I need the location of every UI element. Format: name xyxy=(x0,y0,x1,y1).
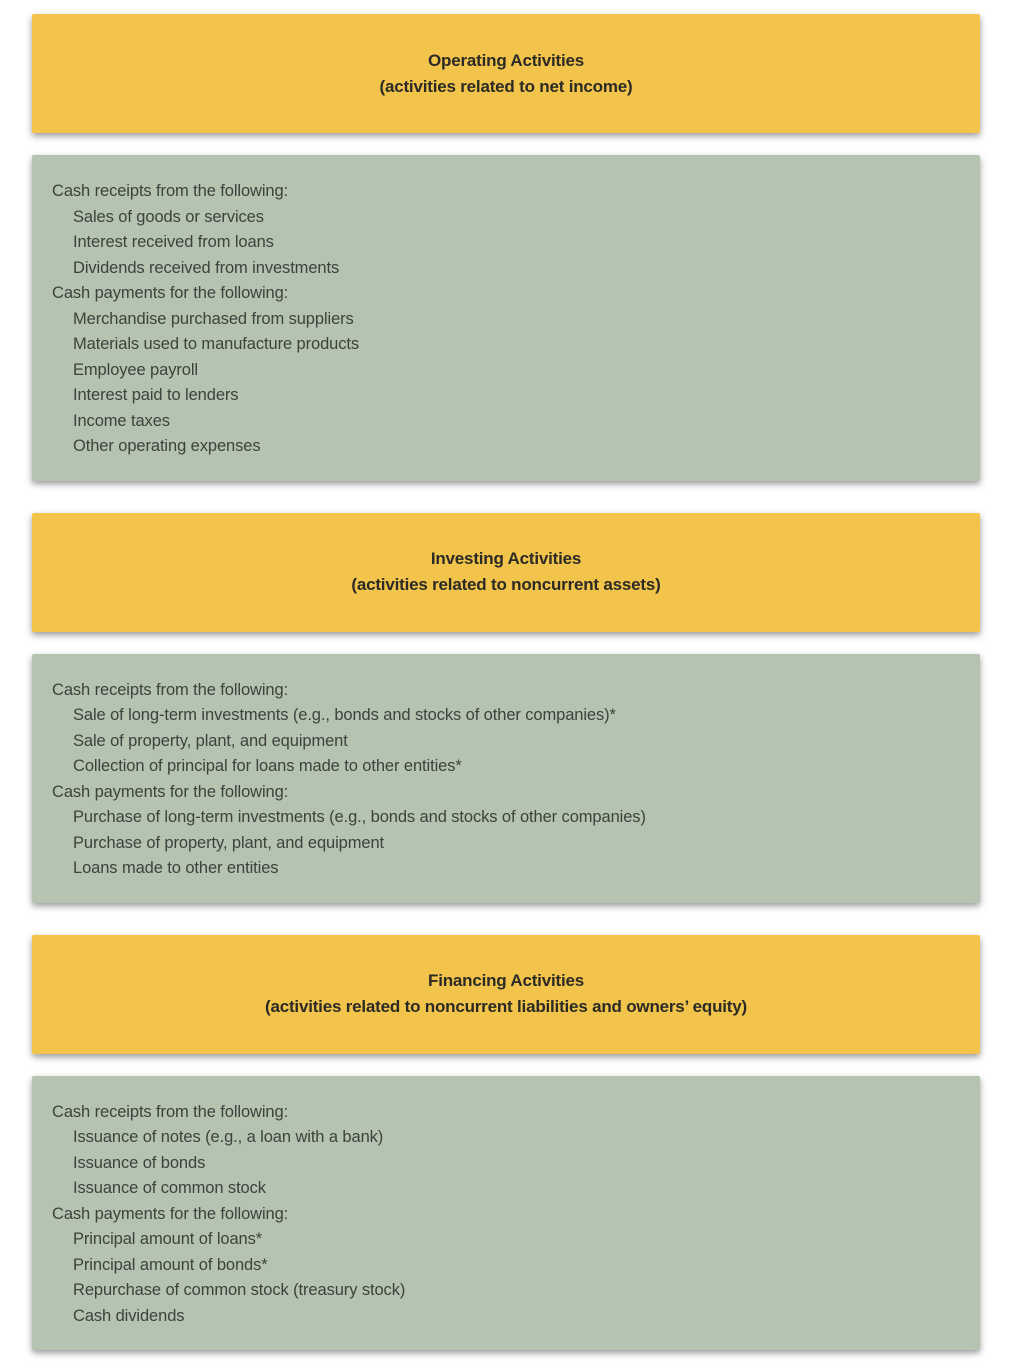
section-subtitle: (activities related to net income) xyxy=(379,76,633,96)
list-item: Other operating expenses xyxy=(73,437,261,455)
list-item: Issuance of bonds xyxy=(73,1153,206,1172)
cash-flow-group xyxy=(52,179,960,281)
list-item: Collection of principal for loans made to other entities* xyxy=(73,757,462,775)
list-item: Merchandise purchased from suppliers xyxy=(73,309,354,328)
group-item-list xyxy=(52,205,960,282)
cash-flow-group xyxy=(52,1100,960,1202)
list-item: Issuance of notes (e.g., a loan with a bank) xyxy=(73,1128,384,1146)
group-item-list xyxy=(52,1227,960,1329)
cash-flow-group xyxy=(52,1202,960,1330)
list-item: Sales of goods or services xyxy=(73,207,264,226)
section-body-box xyxy=(32,155,980,481)
list-item: Purchase of long-term investments (e.g., bonds and stocks of other companies) xyxy=(73,808,646,826)
list-item: Sale of property, plant, and equipment xyxy=(73,731,348,750)
group-item-list xyxy=(52,307,960,460)
list-item: Principal amount of loans* xyxy=(73,1230,263,1248)
group-label: Cash payments for the following: xyxy=(52,1204,289,1223)
cash-flow-group xyxy=(52,678,960,780)
section-title: Operating Activities xyxy=(428,50,584,70)
list-item: Sale of long-term investments (e.g., bonds and stocks of other companies)* xyxy=(73,706,616,724)
section-header-box xyxy=(32,14,980,133)
list-item: Purchase of property, plant, and equipment xyxy=(73,833,385,852)
list-item: Dividends received from investments xyxy=(73,258,340,277)
list-item: Loans made to other entities xyxy=(73,859,279,877)
section-header-box xyxy=(32,935,980,1054)
section-body-box xyxy=(32,654,980,903)
list-item: Materials used to manufacture products xyxy=(73,335,360,353)
cash-flow-group xyxy=(52,281,960,460)
section-title: Financing Activities xyxy=(428,971,584,990)
group-label: Cash receipts from the following: xyxy=(52,182,289,200)
group-label: Cash receipts from the following: xyxy=(52,1102,289,1121)
list-item: Principal amount of bonds* xyxy=(73,1255,268,1274)
list-item: Income taxes xyxy=(73,411,170,430)
section-investing-activities xyxy=(32,513,980,903)
list-item: Issuance of common stock xyxy=(73,1179,266,1197)
list-item: Interest received from loans xyxy=(73,233,274,251)
section-subtitle: (activities related to noncurrent liabilities and owners’ equity) xyxy=(264,997,747,1016)
section-operating-activities xyxy=(32,14,980,481)
group-item-list xyxy=(52,805,960,882)
list-item: Cash dividends xyxy=(73,1306,185,1325)
section-title: Investing Activities xyxy=(430,549,582,568)
section-header-box xyxy=(32,513,980,632)
group-label: Cash payments for the following: xyxy=(52,284,289,302)
section-financing-activities xyxy=(32,935,980,1351)
section-body-box xyxy=(32,1076,980,1351)
group-label: Cash payments for the following: xyxy=(52,782,289,801)
group-label: Cash receipts from the following: xyxy=(52,680,289,699)
section-subtitle: (activities related to noncurrent assets) xyxy=(351,575,661,594)
list-item: Interest paid to lenders xyxy=(73,386,239,404)
cash-flow-group xyxy=(52,780,960,882)
group-item-list xyxy=(52,1125,960,1202)
list-item: Repurchase of common stock (treasury stock) xyxy=(73,1281,406,1299)
group-item-list xyxy=(52,703,960,780)
list-item: Employee payroll xyxy=(73,360,198,379)
